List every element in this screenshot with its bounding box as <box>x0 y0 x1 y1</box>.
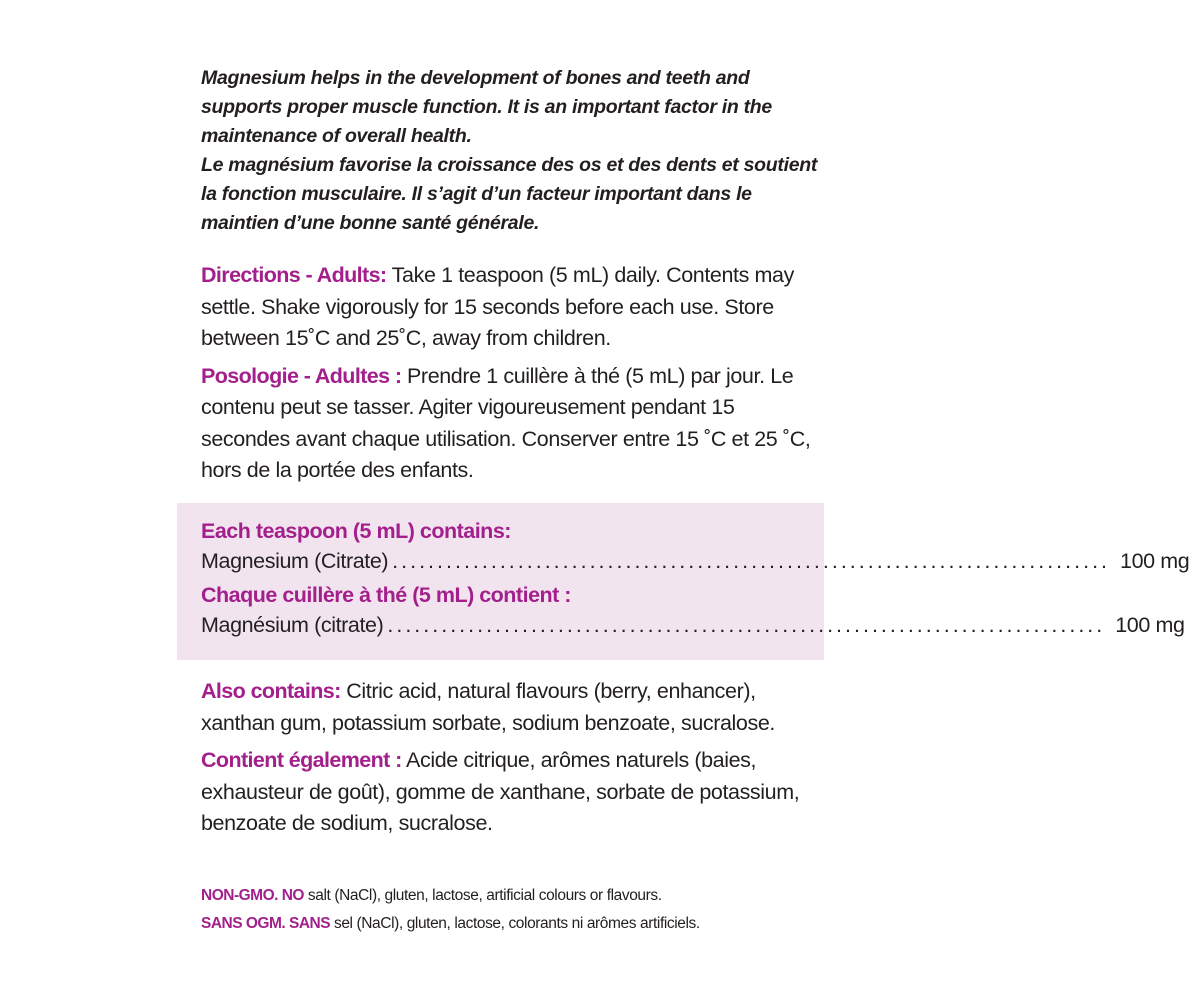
contents-french-ingredient: Magnésium (citrate) <box>201 613 384 637</box>
footer-english <box>201 882 821 910</box>
directions-english-text: Take 1 teaspoon (5 mL) daily. Contents may settle. Shake vigorously for 15 seconds before each use. Store between 15˚C and 25˚C, away from children. <box>201 263 794 350</box>
also-contains-english-label: Also contains: <box>201 679 341 703</box>
also-contains-french-label: Contient également : <box>201 748 402 772</box>
contents-french-row <box>201 610 1185 640</box>
allergen-footer <box>201 882 821 938</box>
directions-french-label: Posologie - Adultes : <box>201 363 402 388</box>
footer-french-text: sel (NaCl), gluten, lactose, colorants ni arômes artificiels. <box>330 915 700 932</box>
leader-dots: ................................................................................ <box>387 613 1106 637</box>
footer-french <box>201 910 821 938</box>
directions-section <box>201 260 821 487</box>
also-contains-section <box>201 676 821 840</box>
contents-french-title: Chaque cuillère à thé (5 mL) contient : <box>201 583 571 607</box>
footer-french-label: SANS OGM. SANS <box>201 915 331 932</box>
contents-panel <box>177 503 1189 660</box>
contents-english-title: Each teaspoon (5 mL) contains: <box>201 519 511 543</box>
also-contains-french <box>201 745 821 840</box>
directions-french-text: Prendre 1 cuillère à thé (5 mL) par jour. Le contenu peut se tasser. Agiter vigoureusement pendant 15 secondes avant chaque utilisation. Conserver entre 15 ˚C et 25 ˚C, hors de la portée des enfants. <box>201 363 811 482</box>
contents-french-amount: 100 mg <box>1115 613 1185 637</box>
footer-english-label: NON-GMO. NO <box>201 887 304 904</box>
contents-english-row <box>201 546 1189 576</box>
also-contains-english-text: Citric acid, natural flavours (berry, enhancer), xanthan gum, potassium sorbate, sodium benzoate, sucralose. <box>201 679 775 735</box>
directions-french <box>201 361 821 487</box>
intro-text <box>201 64 821 238</box>
footer-english-text: salt (NaCl), gluten, lactose, artificial colours or flavours. <box>304 887 662 904</box>
intro-french: Le magnésium favorise la croissance des os et des dents et soutient la fonction musculaire. Il s’agit d’un facteur important dans le maintien d’une bonne santé générale. <box>201 154 818 234</box>
intro-english: Magnesium helps in the development of bones and teeth and supports proper muscle function. It is an important factor in the maintenance of overall health. <box>201 67 772 147</box>
contents-english-ingredient: Magnesium (Citrate) <box>201 549 389 573</box>
contents-english-amount: 100 mg <box>1120 549 1189 573</box>
also-contains-french-text: Acide citrique, arômes naturels (baies, exhausteur de goût), gomme de xanthane, sorbate de potassium, benzoate de sodium, sucralose. <box>201 748 800 835</box>
directions-english <box>201 260 821 355</box>
leader-dots: ................................................................................ <box>392 549 1111 573</box>
also-contains-english <box>201 676 821 739</box>
directions-english-label: Directions - Adults: <box>201 263 387 287</box>
